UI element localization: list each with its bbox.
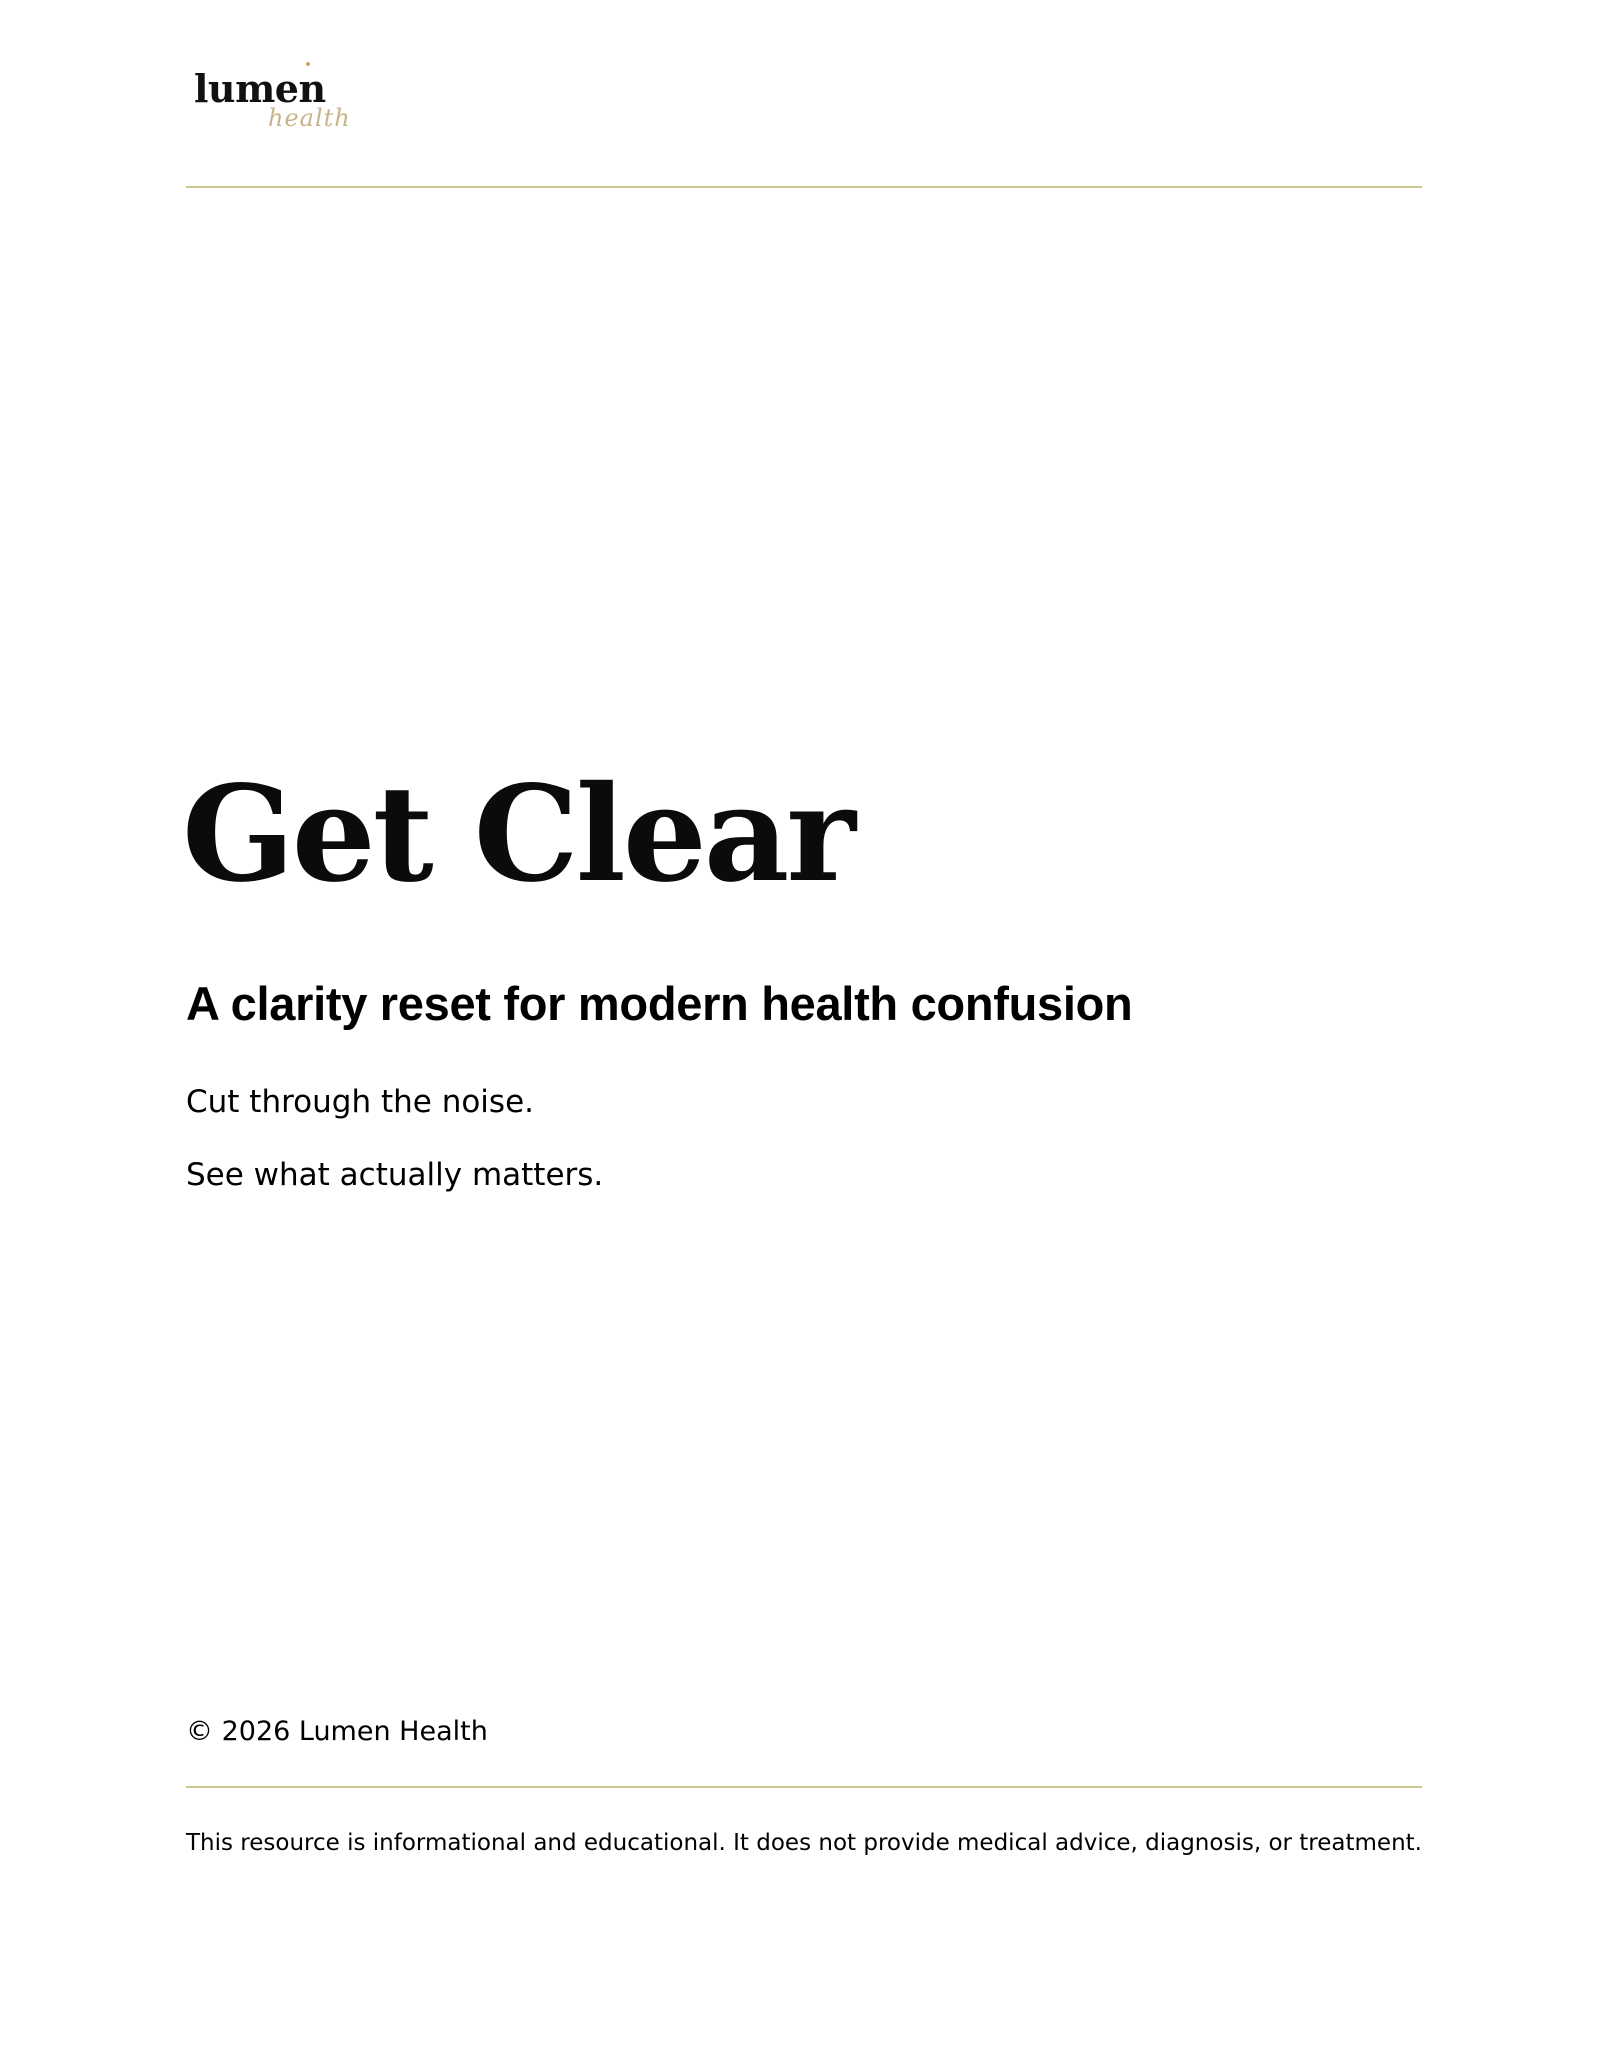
copyright-notice: © 2026 Lumen Health [186, 1716, 488, 1747]
header-divider [186, 186, 1422, 188]
logo-script-tagline: health [268, 104, 351, 132]
footer-divider [186, 1786, 1422, 1788]
brand-logo [194, 62, 354, 142]
intro-line-2: See what actually matters. [186, 1157, 604, 1193]
page-subtitle: A clarity reset for modern health confusion [186, 977, 1133, 1030]
medical-disclaimer: This resource is informational and educational. It does not provide medical advice, diagnosis, or treatment. [186, 1830, 1422, 1856]
logo-wordmark: lumen [194, 66, 326, 111]
intro-line-1: Cut through the noise. [186, 1084, 534, 1120]
page-title: Get Clear [182, 757, 853, 912]
